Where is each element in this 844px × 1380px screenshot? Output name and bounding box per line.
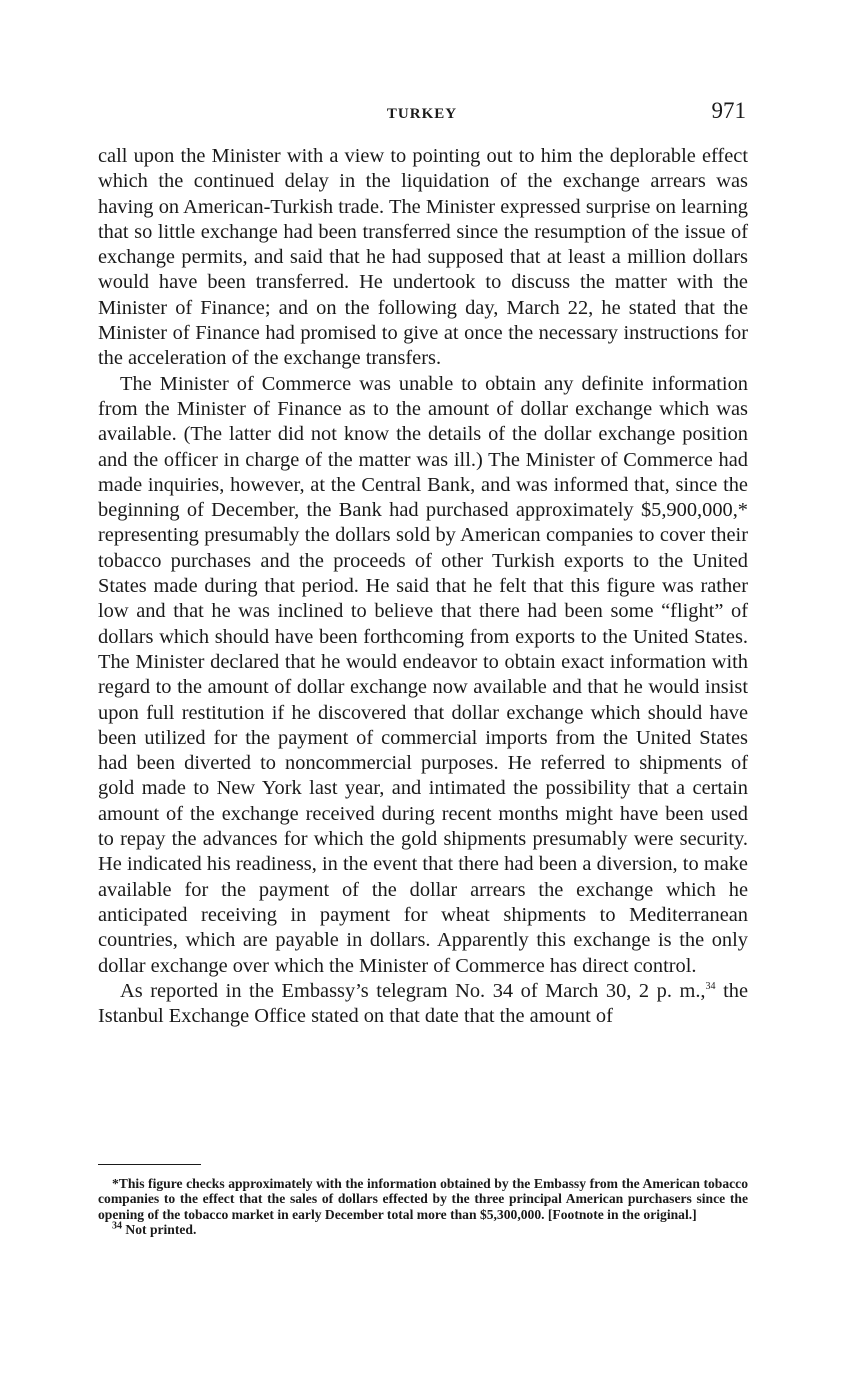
footnote-34-text: Not printed. [122, 1221, 197, 1237]
footnote-separator-rule [98, 1164, 201, 1165]
footnote-34 [98, 1222, 748, 1237]
paragraph-3 [98, 979, 748, 1030]
footnote-34-marker: 34 [112, 1220, 122, 1232]
paragraph-3-text-end: the Istanbul Exchange Office stated on that date that the amount of [98, 979, 748, 1028]
body-text [98, 144, 748, 1029]
page-number: 971 [711, 98, 746, 123]
paragraph-2: The Minister of Commerce was unable to obtain any definite information from the Minister of Finance as to the amount of dollar exchange which was available. (The latter did not know the details of the dollar exchange position and the officer in charge of the matter was ill.) The Minister of Commerce had made inquiries, however, at the Central Bank, and was informed that, since the beginning of December, the Bank had purchased approximately $5,900,000,* representing presumably the dollars sold by American companies to cover their tobacco purchases and the proceeds of other Turkish exports to the United States made during that period. He said that he felt that this figure was rather low and that he was inclined to believe that there had been some “flight” of dollars which should have been forthcoming from exports to the United States. The Minister declared that he would endeavor to obtain exact information with regard to the amount of dollar exchange now available and that he would insist upon full restitution if he discovered that dollar exchange which should have been utilized for the payment of commercial imports from the United States had been diverted to noncommercial purposes. He referred to shipments of gold made to New York last year, and intimated the possibility that a certain amount of the exchange received during recent months might have been used to repay the advances for which the gold shipments presumably were security. He indicated his readiness, in the event that there had been a diversion, to make available for the payment of the dollar arrears the exchange which he anticipated receiving in payment for wheat shipments to Mediterranean countries, which are payable in dollars. Apparently this exchange is the only dollar exchange over which the Minister of Commerce has direct control. [98, 372, 748, 977]
paragraph-1: call upon the Minister with a view to pointing out to him the deplorable effect which the continued delay in the liquidation of the exchange arrears was having on American-Turkish trade. The Minister expressed surprise on learning that so little exchange had been transferred since the resumption of the issue of exchange permits, and said that he had supposed that at least a million dollars would have been transferred. He undertook to discuss the matter with the Minister of Finance; and on the following day, March 22, he stated that the Minister of Finance had promised to give at once the necessary instructions for the acceleration of the exchange transfers. [98, 145, 748, 370]
footnote-asterisk: *This figure checks approximately with the information obtained by the Embassy from the American tobacco companies to the effect that the sales of dollars effected by the three principal American purchasers since the opening of the tobacco market in early December total more than $5,300,000. [Footnote in the original.] [98, 1176, 748, 1222]
paragraph-3-text-start: As reported in the Embassy’s telegram No. 34 of March 30, 2 p. m., [120, 979, 706, 1002]
running-title: TURKEY [386, 106, 458, 122]
footnote-reference-34: 34 [705, 981, 716, 992]
running-head [98, 98, 746, 128]
footnotes [98, 1176, 748, 1237]
